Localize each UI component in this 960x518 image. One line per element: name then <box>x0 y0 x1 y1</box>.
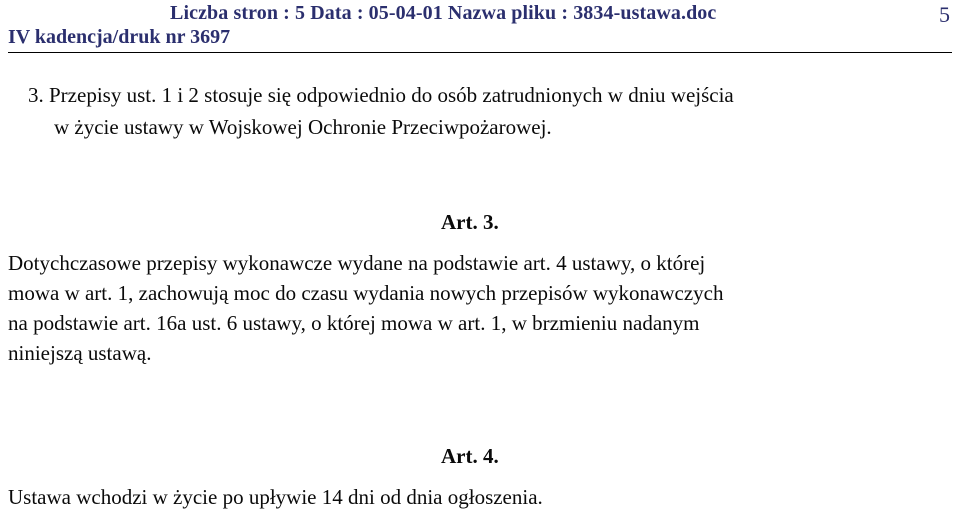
article-3-text-line-3: na podstawie art. 16a ust. 6 ustawy, o której mowa w art. 1, w brzmieniu nadanym <box>8 311 700 335</box>
paragraph-3-line-2: w życie ustawy w Wojskowej Ochronie Przeciwpożarowej. <box>54 115 552 139</box>
header-file-info: Liczba stron : 5 Data : 05-04-01 Nazwa pliku : 3834-ustawa.doc <box>170 2 717 24</box>
article-4-heading: Art. 4. <box>441 444 499 468</box>
paragraph-3-line-1: 3. Przepisy ust. 1 i 2 stosuje się odpowiednio do osób zatrudnionych w dniu wejścia <box>28 83 734 107</box>
header-print-number: IV kadencja/druk nr 3697 <box>8 26 231 48</box>
article-3-text-line-4: niniejszą ustawą. <box>8 341 152 365</box>
article-3-text-line-1: Dotychczasowe przepisy wykonawcze wydane na podstawie art. 4 ustawy, o której <box>8 251 706 275</box>
article-3-heading: Art. 3. <box>441 210 499 234</box>
page-number: 5 <box>939 2 950 27</box>
page-header <box>8 2 952 53</box>
article-4-text: Ustawa wchodzi w życie po upływie 14 dni od dnia ogłoszenia. <box>8 485 543 509</box>
article-3-text-line-2: mowa w art. 1, zachowują moc do czasu wydania nowych przepisów wykonawczych <box>8 281 724 305</box>
